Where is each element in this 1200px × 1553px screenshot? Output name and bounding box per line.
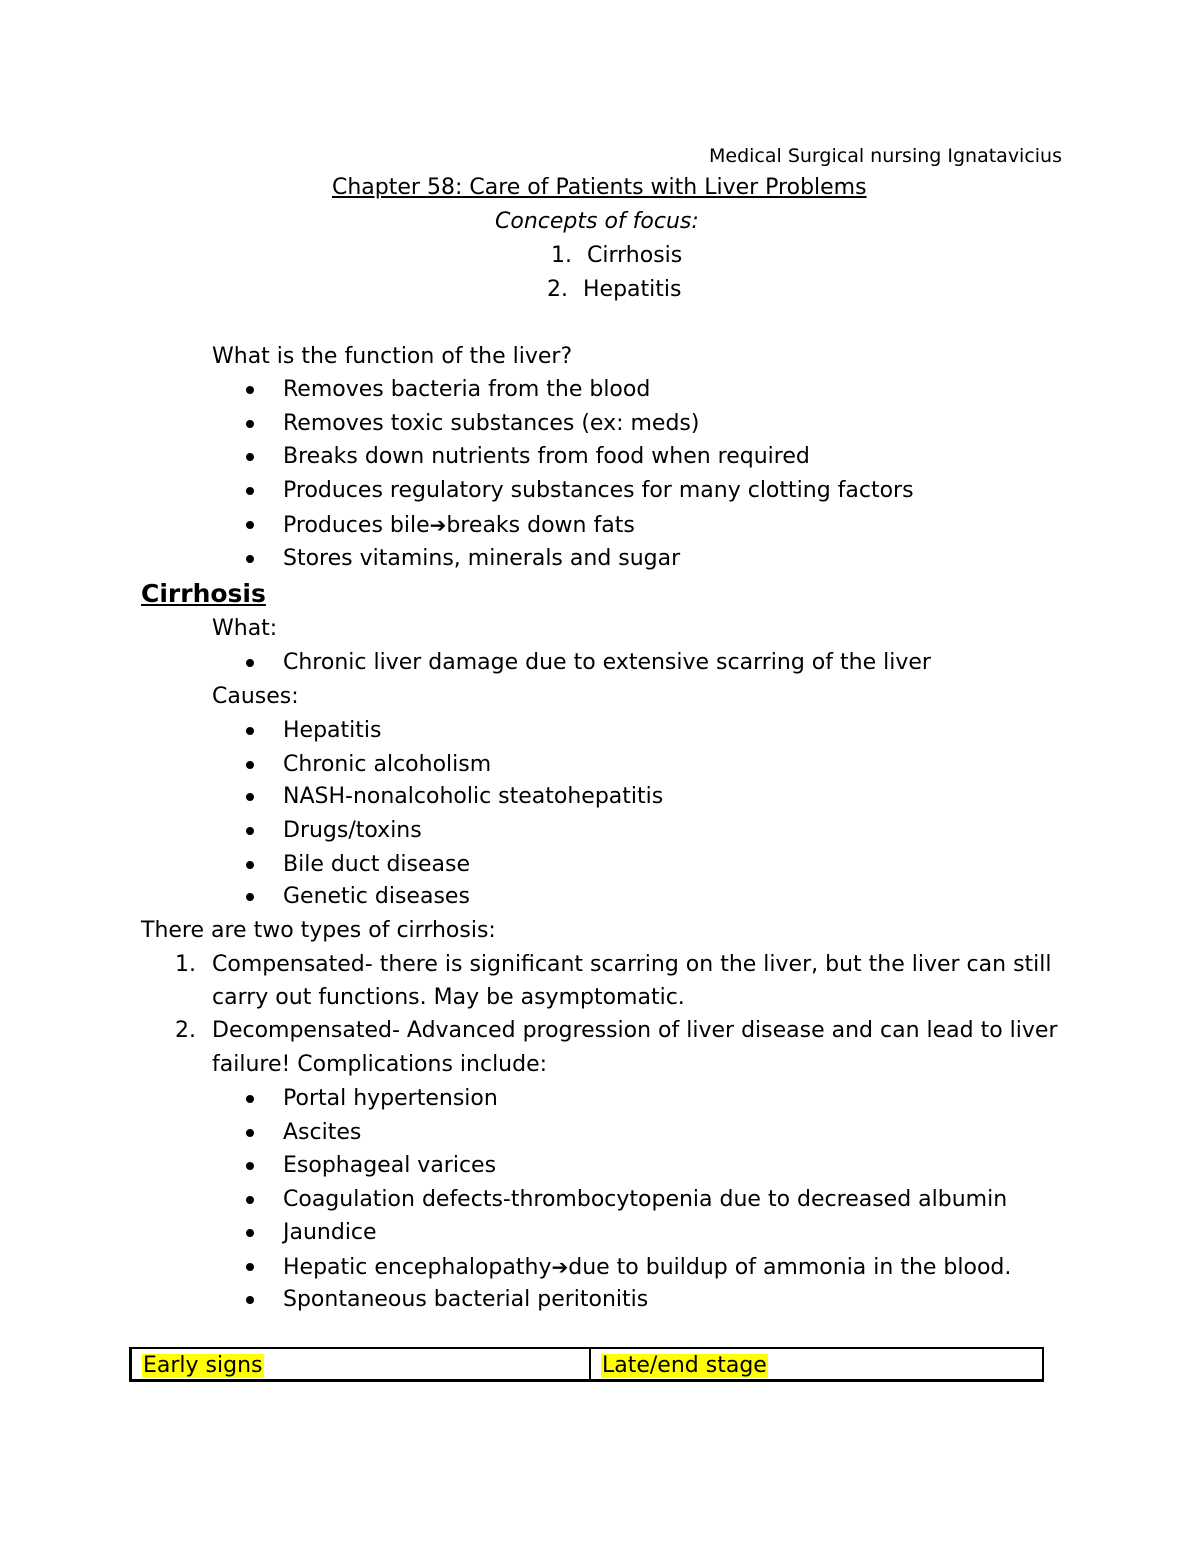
bullet-dot (246, 827, 254, 835)
bullet-dot (246, 386, 254, 394)
list-item-text: Produces bile (283, 513, 430, 538)
bullet-dot (246, 1162, 254, 1170)
bullet-dot (246, 1263, 254, 1271)
list-item: Removes toxic substances (ex: meds) (283, 411, 700, 436)
list-item: NASH-nonalcoholic steatohepatitis (283, 784, 664, 809)
chapter-title: Chapter 58: Care of Patients with Liver Problems (332, 175, 867, 200)
what-label: What: (212, 616, 278, 641)
bullet-dot (246, 487, 254, 495)
bullet-dot (246, 1129, 254, 1137)
list-item: Chronic alcoholism (283, 752, 492, 777)
list-item: Coagulation defects-thrombocytopenia due to decreased albumin (283, 1187, 1008, 1212)
bullet-dot (246, 1095, 254, 1103)
type-number: 2. (175, 1018, 196, 1043)
list-item: Spontaneous bacterial peritonitis (283, 1287, 649, 1312)
bullet-dot (246, 521, 254, 529)
concept-number: 1. (551, 243, 572, 268)
document-source-header: Medical Surgical nursing Ignatavicius (709, 145, 1063, 167)
type-compensated-line2: carry out functions. May be asymptomatic. (212, 985, 685, 1010)
table-header-late-stage: Late/end stage (602, 1353, 767, 1378)
bullet-dot (246, 761, 254, 769)
list-item (283, 512, 635, 539)
type-decompensated-line2: failure! Complications include: (212, 1052, 548, 1077)
arrow-right-icon: ➔ (429, 513, 447, 537)
list-item: Ascites (283, 1120, 362, 1145)
list-item (283, 1254, 1011, 1281)
bullet-dot (246, 727, 254, 735)
list-item: Portal hypertension (283, 1086, 498, 1111)
concept-number: 2. (547, 277, 568, 302)
bullet-dot (246, 861, 254, 869)
causes-label: Causes: (212, 684, 299, 709)
type-decompensated-line1: Decompensated- Advanced progression of liver disease and can lead to liver (212, 1018, 1058, 1043)
table-column-divider (589, 1349, 591, 1379)
list-item: Jaundice (283, 1220, 377, 1245)
list-item: Produces regulatory substances for many clotting factors (283, 478, 914, 503)
types-intro: There are two types of cirrhosis: (141, 918, 496, 943)
list-item: Chronic liver damage due to extensive scarring of the liver (283, 650, 931, 675)
bullet-dot (246, 1196, 254, 1204)
list-item-text: due to buildup of ammonia in the blood. (568, 1255, 1012, 1280)
concept-item: Hepatitis (583, 277, 682, 302)
arrow-right-icon: ➔ (551, 1255, 569, 1279)
list-item: Hepatitis (283, 718, 382, 743)
bullet-dot (246, 555, 254, 563)
bullet-dot (246, 1296, 254, 1304)
section-heading-cirrhosis: Cirrhosis (141, 579, 266, 608)
list-item: Genetic diseases (283, 884, 470, 909)
list-item: Drugs/toxins (283, 818, 422, 843)
table-header-early-signs: Early signs (143, 1353, 263, 1378)
bullet-dot (246, 659, 254, 667)
concept-item: Cirrhosis (587, 243, 683, 268)
type-compensated-line1: Compensated- there is significant scarring on the liver, but the liver can still (212, 952, 1052, 977)
bullet-dot (246, 420, 254, 428)
concepts-label: Concepts of focus: (495, 209, 699, 234)
list-item-text: Hepatic encephalopathy (283, 1255, 552, 1280)
bullet-dot (246, 793, 254, 801)
bullet-dot (246, 1229, 254, 1237)
list-item: Bile duct disease (283, 852, 471, 877)
signs-table (129, 1347, 1044, 1382)
type-number: 1. (175, 952, 196, 977)
liver-function-question: What is the function of the liver? (212, 344, 573, 369)
bullet-dot (246, 453, 254, 461)
list-item: Esophageal varices (283, 1153, 497, 1178)
list-item: Stores vitamins, minerals and sugar (283, 546, 681, 571)
list-item: Removes bacteria from the blood (283, 377, 651, 402)
list-item-text: breaks down fats (446, 513, 635, 538)
bullet-dot (246, 893, 254, 901)
list-item: Breaks down nutrients from food when required (283, 444, 810, 469)
